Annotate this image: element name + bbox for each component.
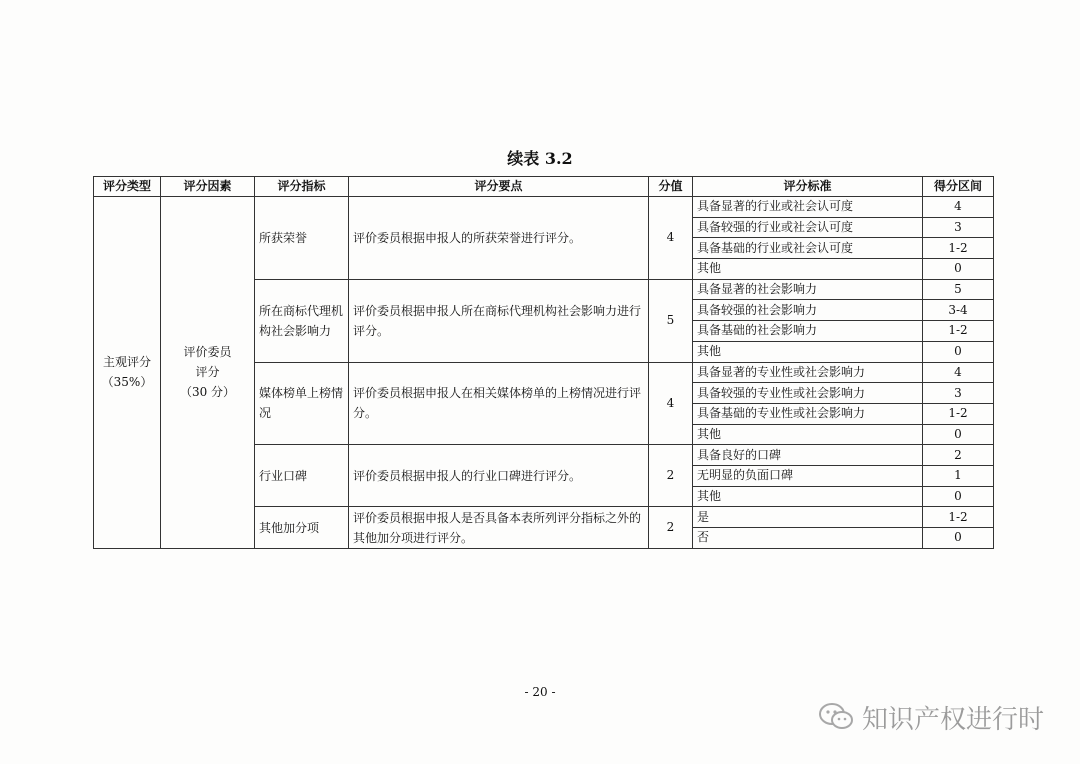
score-cell: 5 — [649, 279, 693, 362]
table-caption: 续表 3.2 — [507, 149, 573, 168]
indicator-cell: 所在商标代理机构社会影响力 — [255, 279, 349, 362]
range-cell: 1 — [923, 465, 994, 486]
scoring-table — [93, 176, 994, 549]
range-cell: 3 — [923, 217, 994, 238]
factor-cell — [161, 197, 255, 549]
header-cell: 评分要点 — [349, 177, 649, 197]
header-row — [94, 177, 994, 197]
standard-cell: 具备基础的行业或社会认可度 — [693, 238, 923, 259]
page-number: - 20 - — [524, 685, 556, 699]
indicator-cell: 媒体榜单上榜情况 — [255, 362, 349, 445]
point-cell: 评价委员根据申报人在相关媒体榜单的上榜情况进行评分。 — [349, 362, 649, 445]
point-cell: 评价委员根据申报人是否具备本表所列评分指标之外的其他加分项进行评分。 — [349, 507, 649, 548]
score-cell: 2 — [649, 445, 693, 507]
range-cell: 4 — [923, 362, 994, 383]
score-cell: 2 — [649, 507, 693, 548]
standard-cell: 具备基础的专业性或社会影响力 — [693, 403, 923, 424]
score-cell: 4 — [649, 197, 693, 280]
standard-cell: 具备显著的社会影响力 — [693, 279, 923, 300]
watermark — [818, 700, 1044, 734]
standard-cell: 无明显的负面口碑 — [693, 465, 923, 486]
range-cell: 0 — [923, 259, 994, 280]
range-cell: 0 — [923, 528, 994, 549]
indicator-cell: 行业口碑 — [255, 445, 349, 507]
factor-line: （30 分） — [179, 385, 236, 400]
range-cell: 2 — [923, 445, 994, 466]
wechat-icon — [818, 702, 854, 732]
indicator-cell: 所获荣誉 — [255, 197, 349, 280]
standard-cell: 其他 — [693, 259, 923, 280]
range-cell: 1-2 — [923, 403, 994, 424]
standard-cell: 具备较强的社会影响力 — [693, 300, 923, 321]
range-cell: 3 — [923, 383, 994, 404]
standard-cell: 具备较强的专业性或社会影响力 — [693, 383, 923, 404]
header-cell: 评分类型 — [94, 177, 161, 197]
range-cell: 3-4 — [923, 300, 994, 321]
factor-line: 评价委员 — [183, 345, 232, 360]
range-cell: 1-2 — [923, 321, 994, 342]
range-cell: 4 — [923, 197, 994, 218]
point-cell: 评价委员根据申报人的所获荣誉进行评分。 — [349, 197, 649, 280]
standard-cell: 其他 — [693, 424, 923, 445]
table-row — [94, 197, 994, 218]
standard-cell: 具备良好的口碑 — [693, 445, 923, 466]
standard-cell: 否 — [693, 528, 923, 549]
category-label: 主观评分 — [102, 355, 151, 370]
standard-cell: 是 — [693, 507, 923, 528]
standard-cell: 具备显著的专业性或社会影响力 — [693, 362, 923, 383]
watermark-text: 知识产权进行时 — [862, 704, 1045, 735]
score-cell: 4 — [649, 362, 693, 445]
indicator-cell: 其他加分项 — [255, 507, 349, 548]
standard-cell: 具备显著的行业或社会认可度 — [693, 197, 923, 218]
standard-cell: 具备较强的行业或社会认可度 — [693, 217, 923, 238]
range-cell: 0 — [923, 424, 994, 445]
header-cell: 评分因素 — [161, 177, 255, 197]
category-weight: （35%） — [101, 375, 153, 390]
category-cell — [94, 197, 161, 549]
range-cell: 1-2 — [923, 507, 994, 528]
standard-cell: 其他 — [693, 486, 923, 507]
header-cell: 得分区间 — [923, 177, 994, 197]
range-cell: 1-2 — [923, 238, 994, 259]
point-cell: 评价委员根据申报人的行业口碑进行评分。 — [349, 445, 649, 507]
range-cell: 0 — [923, 486, 994, 507]
range-cell: 0 — [923, 341, 994, 362]
point-cell: 评价委员根据申报人所在商标代理机构社会影响力进行评分。 — [349, 279, 649, 362]
standard-cell: 其他 — [693, 341, 923, 362]
header-cell: 分值 — [649, 177, 693, 197]
standard-cell: 具备基础的社会影响力 — [693, 321, 923, 342]
header-cell: 评分标准 — [693, 177, 923, 197]
header-cell: 评分指标 — [255, 177, 349, 197]
factor-line: 评分 — [195, 365, 220, 380]
range-cell: 5 — [923, 279, 994, 300]
